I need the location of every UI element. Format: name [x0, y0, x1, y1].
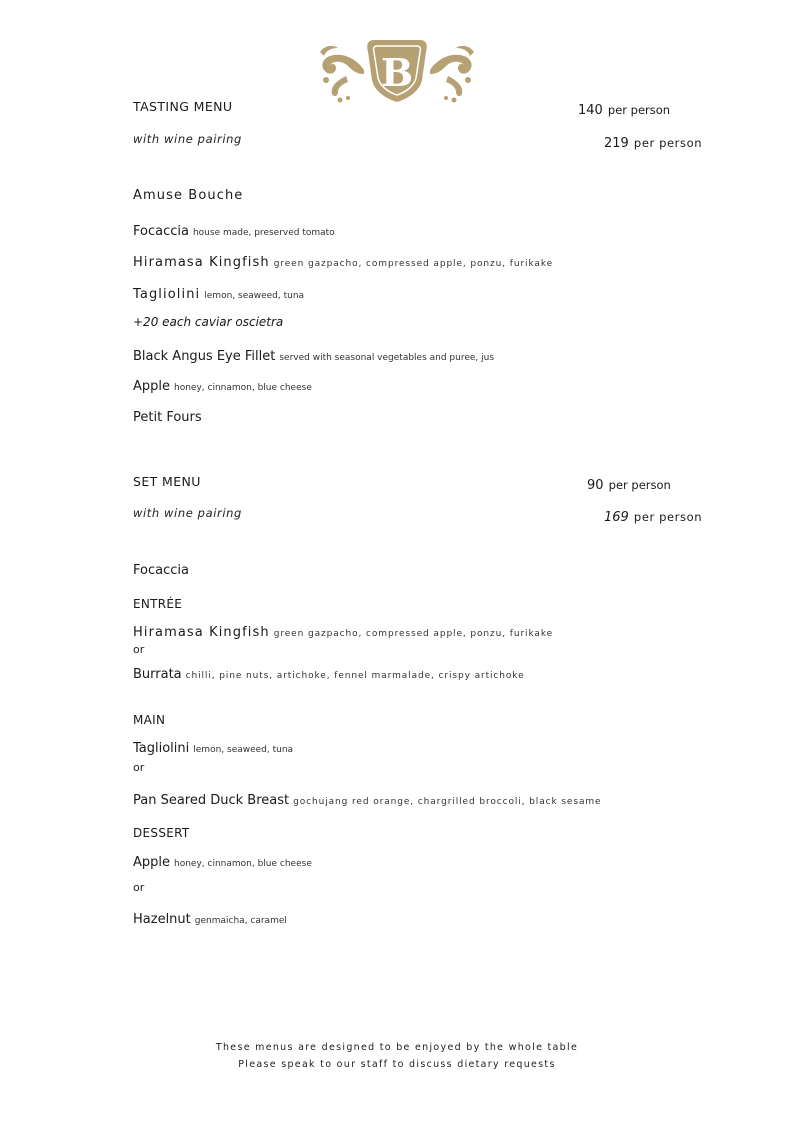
dish-name: Apple: [133, 379, 171, 394]
dish-name: Focaccia: [133, 224, 189, 239]
tasting-item: [133, 345, 494, 364]
tasting-item: [133, 220, 335, 239]
or-separator: or: [133, 643, 145, 656]
tasting-item: [133, 375, 312, 394]
tasting-item: [133, 188, 243, 203]
dish-description: honey, cinnamon, blue cheese: [174, 383, 312, 393]
set-price-value: 90: [587, 478, 604, 493]
set-menu-price: [587, 474, 671, 493]
main-option: [133, 789, 601, 808]
tasting-menu-title: TASTING MENU: [133, 99, 233, 114]
dessert-heading: DESSERT: [133, 826, 190, 840]
dish-description: house made, preserved tomato: [192, 228, 335, 238]
set-wine-pairing-label: with wine pairing: [133, 506, 242, 520]
dish-name: Amuse Bouche: [133, 188, 244, 203]
set-pairing-price-value: 169: [604, 510, 629, 525]
tasting-item: [133, 251, 553, 270]
caviar-supplement: +20 each caviar oscietra: [133, 315, 284, 329]
dish-name: Pan Seared Duck Breast: [133, 793, 290, 808]
tasting-price-unit: per person: [607, 103, 671, 117]
tasting-wine-pairing-label: with wine pairing: [133, 132, 242, 146]
tasting-price-value: 140: [578, 103, 603, 118]
tasting-menu-price: [578, 99, 670, 118]
dish-description: honey, cinnamon, blue cheese: [174, 859, 312, 869]
tasting-pairing-price-unit: per person: [633, 136, 703, 150]
tasting-item: [133, 283, 304, 302]
tasting-item-petit-fours: Petit Fours: [133, 410, 202, 425]
restaurant-logo: [316, 30, 478, 106]
tasting-wine-pairing-price: [604, 132, 702, 151]
dish-description: lemon, seaweed, tuna: [193, 745, 294, 755]
dish-name: Apple: [133, 855, 171, 870]
dish-description: chilli, pine nuts, artichoke, fennel marmalade, crispy artichoke: [185, 671, 525, 681]
dish-name: Black Angus Eye Fillet: [133, 349, 276, 364]
entree-option: [133, 621, 553, 640]
or-separator: or: [133, 881, 145, 894]
dish-name: Burrata: [133, 667, 182, 682]
dish-description: gochujang red orange, chargrilled broccoli, black sesame: [293, 797, 602, 807]
dessert-option: [133, 851, 312, 870]
set-menu-title: SET MENU: [133, 474, 201, 489]
dish-name: Hiramasa Kingfish: [133, 625, 270, 640]
dish-name: Hazelnut: [133, 912, 191, 927]
or-separator: or: [133, 761, 145, 774]
dessert-option: [133, 908, 287, 927]
entree-option: [133, 663, 525, 682]
tasting-pairing-price-value: 219: [604, 136, 629, 151]
dish-description: green gazpacho, compressed apple, ponzu, furikake: [273, 259, 554, 269]
dish-name: Tagliolini: [133, 741, 190, 756]
set-wine-pairing-price: [604, 506, 702, 525]
dish-description: genmaicha, caramel: [194, 916, 287, 926]
logo-letter: B: [380, 50, 414, 95]
dish-name: Hiramasa Kingfish: [133, 255, 270, 270]
entree-heading: ENTRÉE: [133, 597, 183, 611]
footer-note-table: These menus are designed to be enjoyed by the whole table: [215, 1042, 579, 1053]
dish-description: green gazpacho, compressed apple, ponzu, furikake: [273, 629, 554, 639]
main-option: [133, 737, 293, 756]
set-starter: Focaccia: [133, 563, 189, 578]
set-pairing-price-unit: per person: [633, 510, 703, 524]
dish-name: Tagliolini: [133, 287, 201, 302]
main-heading: MAIN: [133, 713, 166, 727]
dish-description: lemon, seaweed, tuna: [204, 291, 305, 301]
dish-description: served with seasonal vegetables and puree, jus: [279, 353, 495, 363]
footer-note-dietary: Please speak to our staff to discuss dietary requests: [238, 1059, 556, 1070]
set-price-unit: per person: [608, 478, 671, 492]
